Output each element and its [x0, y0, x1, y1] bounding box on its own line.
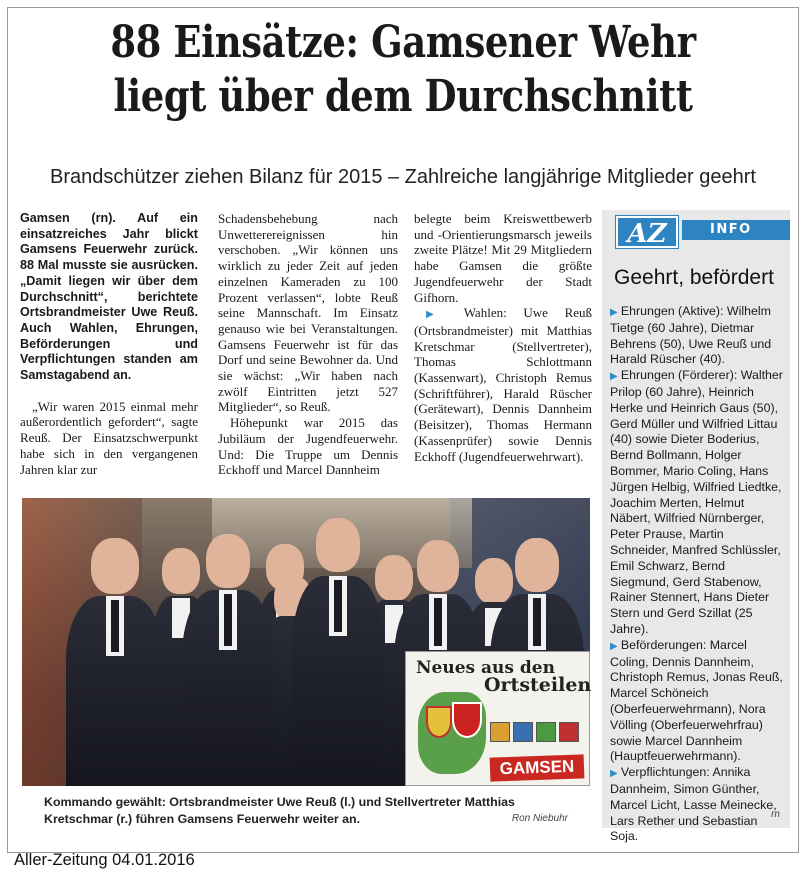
caption-text: Kommando gewählt: Ortsbrandmeister Uwe Reuß (l.) und Stellvertreter Matthias Kretschmar (r.) führen Gamsens Feuerwehr weiter an. — [44, 795, 515, 826]
village-crests — [490, 722, 586, 742]
info-label: INFO — [682, 220, 790, 240]
photo-caption — [22, 786, 590, 828]
person-uwe-reuss — [66, 538, 164, 786]
az-logo: AZ — [616, 216, 678, 248]
elections-text: Wahlen: Uwe Reuß (Ortsbrandmeister) mit Matthias Kretschmar (Stellvertreter), Thomas Schlottmann (Kassenwart), Christoph Remus (Schriftführer), Harald Rüscher (Gerätewart), Dennis Dannheim (Beisitzer), Thomas Hermann (Kassenprüfer) sowie Dennis Eckhoff (Jugendfeuerwehrwart). — [414, 305, 593, 464]
bullet-triangle-icon: ▶ — [610, 640, 621, 652]
crest-icon — [490, 722, 510, 742]
info-item-text: Ehrungen (Aktive): Wilhelm Tietge (60 Jahre), Dietmar Behrens (50), Uwe Reuß und Harald Rüscher (40). — [610, 304, 772, 367]
subheadline: Brandschützer ziehen Bilanz für 2015 – Zahlreiche langjährige Mitglieder geehrt — [50, 166, 756, 188]
article-paragraph: „Wir waren 2015 einmal mehr außerordentlich gefordert“, sagte Reuß. Der Einsatzschwerpunkt habe sich in den vergangenen Jahren klar zur — [20, 398, 198, 477]
article-paragraph: belegte beim Kreiswettbewerb und -Orientierungsmarsch jeweils zweite Plätze! Mit 29 Mitgliedern habe Gamsen die größte Jugendfeuerwehr der Stadt Gifhorn. — [414, 211, 592, 305]
article-column-1 — [20, 211, 198, 477]
person — [182, 530, 274, 786]
bullet-triangle-icon: ▶ — [610, 307, 621, 318]
article-paragraph: Schadensbehebung nach Unwetterereignissen hin verschoben. „Wir können uns wirklich zu jeder Zeit auf jeden einzelnen Kameraden zu 100 Prozent verlassen“, lobte Reuß seine Mannschaft. Im Einsatz genauso wie bei Veranstaltungen. Gamsens Feuerwehr ist für das Dorf und seine Bewohner da. Und sie wächst: „Wir haben nach zwölf Eintritten jetzt 527 Mitglieder“, so Reuß. — [218, 211, 398, 415]
article-column-3 — [414, 211, 592, 464]
info-item — [610, 368, 785, 638]
headline — [73, 16, 733, 124]
ortsteile-badge — [405, 651, 590, 786]
crest-icon — [513, 722, 533, 742]
info-box-list — [610, 304, 785, 845]
bullet-triangle-icon: ▶ — [610, 768, 621, 780]
info-box-title: Geehrt, befördert — [614, 266, 774, 289]
info-item-text: Ehrungen (Förderer): Walther Prilop (60 Jahre), Heinrich Herke und Heinrich Gaus (50), Gerd Müller und Wilfried Littau (40) sowie Dieter Boderius, Bernd Bollmann, Holger Bommer, Mario Coling, Hans Jürgen Helbig, Wilfried Liedtke, Joachim Merten, Helmut Näbert, Wilfried Nürnberger, Peter Prause, Martin Schneider, Manfred Schlüssler, Emil Schwarz, Bernd Siegmund, Gerd Stabenow, Rainer Stennert, Hans Dieter Stern und Gerd Szillat (25 Jahre). — [610, 368, 783, 636]
info-item — [610, 765, 785, 845]
bullet-triangle-icon: ▶ — [610, 371, 621, 383]
badge-place-label: GAMSEN — [490, 754, 585, 781]
info-item-text: Beförderungen: Marcel Coling, Dennis Dannheim, Christoph Remus, Jonas Reuß, Marcel Schöneich (Oberfeuerwehrmann), Nora Völling (Oberfeuerwehrfrau) sowie Marcel Dannheim (Hauptfeuerwehrmann). — [610, 637, 783, 764]
info-item-text: Verpflichtungen: Annika Dannheim, Simon Günther, Marcel Licht, Lasse Meinecke, Lars Rether und Sebastian Soja. — [610, 765, 777, 844]
article-lead: Gamsen (rn). Auf ein einsatzreiches Jahr blickt Gamsens Feuerwehr zurück. 88 Mal musste sie ausrücken. „Damit liegen wir über dem Durchschnitt“, berichtete Ortsbrandmeister Uwe Reuß. Auch Wahlen, Ehrungen, Beförderungen und Verpflichtungen standen am Samstagabend an. — [20, 211, 198, 383]
badge-title: Neues aus den — [416, 658, 555, 678]
crest-icon — [559, 722, 579, 742]
coat-of-arms-icon — [426, 706, 452, 738]
author-signature: rn — [771, 809, 780, 820]
person — [292, 518, 384, 786]
badge-subtitle: Ortsteilen — [484, 674, 592, 696]
info-item — [610, 304, 785, 368]
headline-line-2: liegt über dem Durchschnitt — [113, 71, 693, 122]
coat-of-arms-icon — [452, 702, 482, 738]
bullet-triangle-icon: ▶ — [426, 309, 464, 321]
photo-credit: Ron Niebuhr — [511, 813, 568, 824]
article-column-2 — [218, 211, 398, 478]
article-paragraph — [414, 305, 592, 464]
article-paragraph: Höhepunkt war 2015 das Jubiläum der Jugendfeuerwehr. Und: Die Truppe um Dennis Eckhoff und Marcel Dannheim — [218, 415, 398, 478]
crest-icon — [536, 722, 556, 742]
source-note: Aller-Zeitung 04.01.2016 — [14, 851, 195, 869]
headline-line-1: 88 Einsätze: Gamsener Wehr — [110, 17, 696, 68]
info-box — [602, 210, 790, 844]
info-item — [610, 638, 785, 765]
info-box-header — [602, 210, 790, 248]
